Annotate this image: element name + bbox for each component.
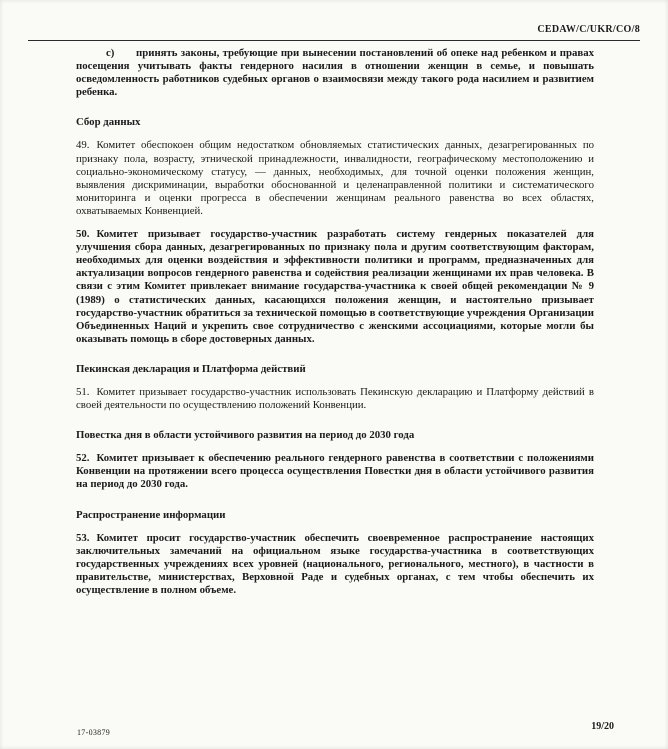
header-rule: [28, 40, 640, 41]
doc-symbol: CEDAW/C/UKR/CO/8: [537, 24, 640, 35]
paragraph-number: 49.: [76, 139, 90, 152]
numbered-paragraph: 50. Комитет призывает государство-участник разработать систему гендерных показателей для улучшения сбора данных, дезагрегированных по признаку пола и другим соответствующим факторам, необходимых для оценки воздействия и эффективности политики и программ, предназначенных для актуализации вопросов гендерного равенства и содействия реализации женщинами их прав человека. В связи с этим Комитет привлекает внимание государства-участника к своей общей рекомендации № 9 (1989) о статистических данных, касающихся положения женщин, и настоятельно призывает государство-участник обратиться за технической помощью в соответствующие учреждения Организации Объединенных Наций и укрепить свое сотрудничество с женскими ассоциациями, которые могли бы оказывать помощь в сборе достоверных данных.: [76, 228, 594, 345]
section-heading: Сбор данных: [76, 116, 141, 129]
numbered-paragraph: 53. Комитет просит государство-участник обеспечить своевременное распространение настоящих заключительных замечаний на официальном языке государства-участника в соответствующих государственных учреждениях всех уровней (национального, регионального, местного), в частности в правительстве, министерствах, Верховной Раде и судебных органах, с тем чтобы обеспечить их осуществление в полном объеме.: [76, 531, 594, 596]
section-heading: Распространение информации: [76, 508, 226, 521]
paragraph-label: с): [106, 47, 115, 59]
footer-doc-number: 17-03879: [77, 728, 111, 737]
numbered-paragraph: 49. Комитет обеспокоен общим недостатком обновляемых статистических данных, дезагрегированных по признаку пола, возрасту, этнической принадлежности, инвалидности, географическому местоположению и социально-экономическому статусу, — данных, необходимых, для точной оценки положения женщин, выявления дискриминации, выработки обоснованной и целенаправленной политики и систематического мониторинга и оценки прогресса в обеспечении женщинам реального равенства во всех областях, охватываемых Конвенцией.: [76, 139, 594, 217]
paragraph-number: 50.: [76, 228, 90, 241]
lettered-paragraph: с) принять законы, требующие при вынесении постановлений об опеке над ребенком и правах посещения учитывать факты гендерного насилия в отношении женщин в семье, и повышать осведомленность работников судебных органов о взаимосвязи между такого рода насилием и развитием ребенка.: [76, 47, 594, 99]
numbered-paragraph: 52. Комитет призывает к обеспечению реального гендерного равенства в соответствии с положениями Конвенции на протяжении всего процесса осуществления Повестки дня в области устойчивого развития на период до 2030 года.: [76, 452, 594, 491]
numbered-paragraph: 51. Комитет призывает государство-участник использовать Пекинскую декларацию и Платформу действий в своей деятельности по осуществлению положений Конвенции.: [76, 385, 594, 412]
section-heading: Пекинская декларация и Платформа действий: [76, 362, 306, 375]
section-heading: Повестка дня в области устойчивого развития на период до 2030 года: [76, 429, 415, 442]
paragraph-number: 53.: [76, 531, 90, 544]
paragraph-number: 51.: [76, 385, 90, 398]
footer-page-number: 19/20: [591, 721, 614, 732]
paragraph-number: 52.: [76, 452, 90, 465]
document-body: [76, 47, 594, 607]
